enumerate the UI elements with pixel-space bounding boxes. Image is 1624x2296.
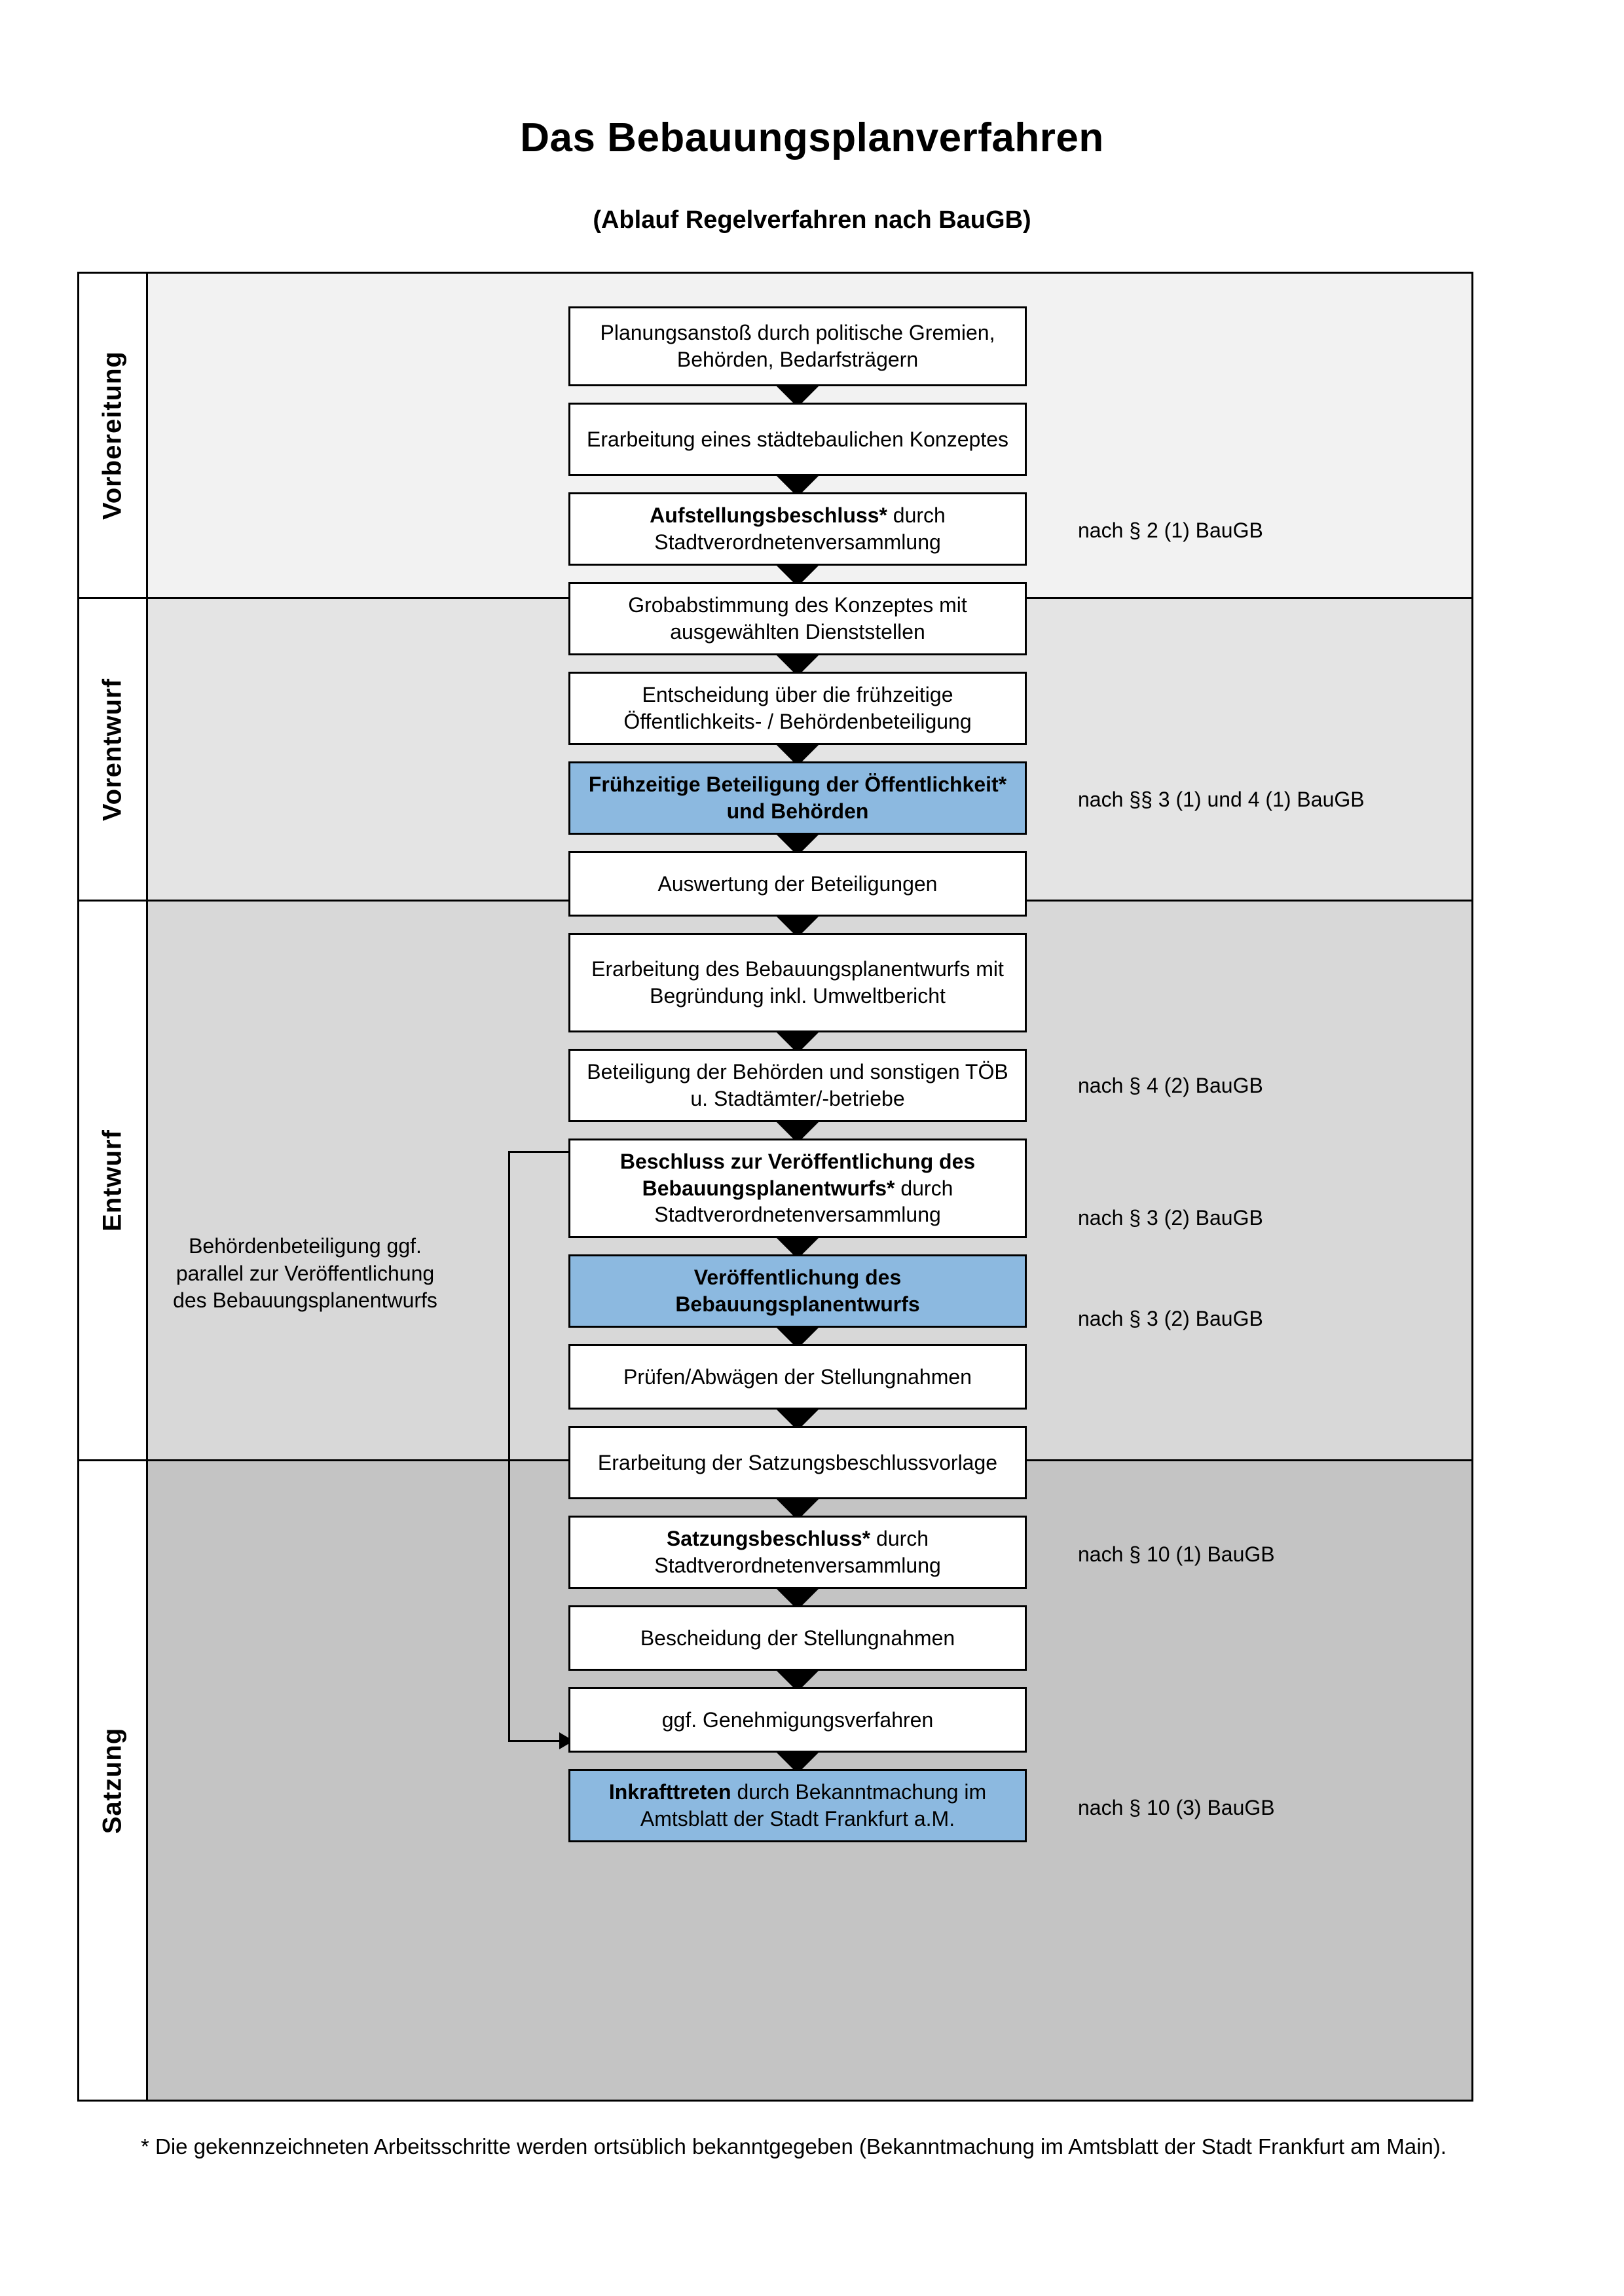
phase-label-text: Satzung — [98, 1727, 127, 1834]
reference-par-4-2: nach § 4 (2) BauGB — [1078, 1074, 1263, 1097]
flow-node-text-rest: durch Stadtverordnetenversammlung — [654, 503, 946, 554]
phase-label-satzung — [79, 1461, 146, 2100]
flow-node-text — [580, 1779, 1016, 1832]
phase-column-divider — [146, 274, 148, 2100]
flow-node-text — [580, 502, 1016, 556]
flow-node-text: Erarbeitung des Bebauungsplanentwurfs mit Begründung inkl. Umweltbericht — [591, 957, 1004, 1008]
flow-node-inkrafttreten — [568, 1769, 1027, 1842]
flow-node-text: Frühzeitige Beteiligung der Öffentlichkeit* und Behörden — [588, 773, 1007, 823]
flow-node-fruehzeitige-beteiligung — [568, 761, 1027, 835]
flow-node-konzept-erarbeitung — [568, 403, 1027, 476]
flow-node-text-rest: durch Bekanntmachung im Amtsblatt der Stadt Frankfurt a.M. — [640, 1780, 987, 1831]
flow-node-veroeffentlichung-entwurf — [568, 1254, 1027, 1328]
flow-node-genehmigungsverfahren — [568, 1687, 1027, 1753]
phase-label-entwurf — [79, 902, 146, 1459]
page-title: Das Bebauungsplanverfahren — [520, 115, 1104, 160]
reference-par-10-3: nach § 10 (3) BauGB — [1078, 1796, 1275, 1819]
flowchart-frame — [77, 272, 1473, 2102]
flow-node-aufstellungsbeschluss — [568, 492, 1027, 566]
bracket-top-connector — [508, 1151, 568, 1153]
phase-label-vorentwurf — [79, 599, 146, 900]
flow-node-text: Veröffentlichung des Bebauungsplanentwurfs — [675, 1266, 920, 1316]
bracket-bottom-connector — [508, 1740, 561, 1742]
flow-node-text: Erarbeitung der Satzungsbeschlussvorlage — [597, 1450, 998, 1474]
flow-node-pruefen-abwaegen — [568, 1344, 1027, 1410]
flow-node-text-bold: Inkrafttreten — [608, 1780, 731, 1804]
flow-node-text-bold: Beschluss zur Veröffentlichung des Bebauungsplanentwurfs* — [619, 1149, 976, 1200]
flow-node-entscheidung-fruehzeitige-beteiligung — [568, 672, 1027, 745]
reference-par-2-1: nach § 2 (1) BauGB — [1078, 519, 1263, 542]
reference-par-3-2-a: nach § 3 (2) BauGB — [1078, 1206, 1263, 1230]
flow-node-text — [580, 1525, 1016, 1579]
flow-node-text: Prüfen/Abwägen der Stellungnahmen — [623, 1364, 972, 1389]
flow-node-bescheidung-stellungnahmen — [568, 1605, 1027, 1671]
flow-node-satzungsbeschlussvorlage — [568, 1426, 1027, 1499]
flow-node-satzungsbeschluss — [568, 1516, 1027, 1589]
flow-node-text: Auswertung der Beteiligungen — [657, 871, 938, 896]
phase-label-text: Vorbereitung — [98, 351, 127, 520]
reference-par-3-2-b: nach § 3 (2) BauGB — [1078, 1307, 1263, 1330]
flow-node-beteiligung-behoerden — [568, 1049, 1027, 1122]
bracket-vertical — [508, 1151, 510, 1740]
reference-par-10-1: nach § 10 (1) BauGB — [1078, 1542, 1275, 1566]
side-note-behoerdenbeteiligung: Behördenbeteiligung ggf. parallel zur Veröffentlichung des Bebauungsplanentwurfs — [173, 1234, 437, 1313]
flow-node-text: Planungsanstoß durch politische Gremien, Behörden, Bedarfsträgern — [600, 321, 995, 371]
flow-node-text-rest: durch Stadtverordnetenversammlung — [654, 1176, 953, 1227]
phase-label-vorbereitung — [79, 274, 146, 597]
flow-node-text — [580, 1148, 1016, 1229]
flow-node-text-bold: Aufstellungsbeschluss* — [650, 503, 887, 528]
flow-node-text: ggf. Genehmigungsverfahren — [661, 1707, 934, 1732]
reference-par-3-1-4-1: nach §§ 3 (1) und 4 (1) BauGB — [1078, 788, 1365, 811]
page-subtitle: (Ablauf Regelverfahren nach BauGB) — [593, 206, 1031, 234]
flow-node-text: Beteiligung der Behörden und sonstigen TÖB u. Stadtämter/-betriebe — [587, 1060, 1008, 1110]
flow-node-text-bold: Satzungsbeschluss* — [666, 1527, 871, 1551]
flow-node-text: Erarbeitung eines städtebaulichen Konzeptes — [587, 427, 1008, 451]
phase-label-text: Entwurf — [98, 1129, 127, 1231]
flow-node-auswertung-beteiligungen — [568, 851, 1027, 917]
flow-node-text: Entscheidung über die frühzeitige Öffentlichkeits- / Behördenbeteiligung — [623, 683, 972, 733]
flow-node-erarbeitung-entwurf — [568, 933, 1027, 1032]
flow-node-text-rest: durch Stadtverordnetenversammlung — [654, 1527, 941, 1577]
flow-node-beschluss-veroeffentlichung — [568, 1139, 1027, 1238]
flow-node-text: Bescheidung der Stellungnahmen — [640, 1626, 955, 1650]
flow-node-planungsanstoss — [568, 306, 1027, 386]
flow-node-grobabstimmung — [568, 582, 1027, 655]
phase-label-text: Vorentwurf — [98, 678, 127, 821]
flow-node-text: Grobabstimmung des Konzeptes mit ausgewählten Dienststellen — [628, 593, 967, 644]
footnote-text: * Die gekennzeichneten Arbeitsschritte werden ortsüblich bekanntgegeben (Bekanntmachung im Amtsblatt der Stadt Frankfurt am Main). — [141, 2134, 1447, 2159]
